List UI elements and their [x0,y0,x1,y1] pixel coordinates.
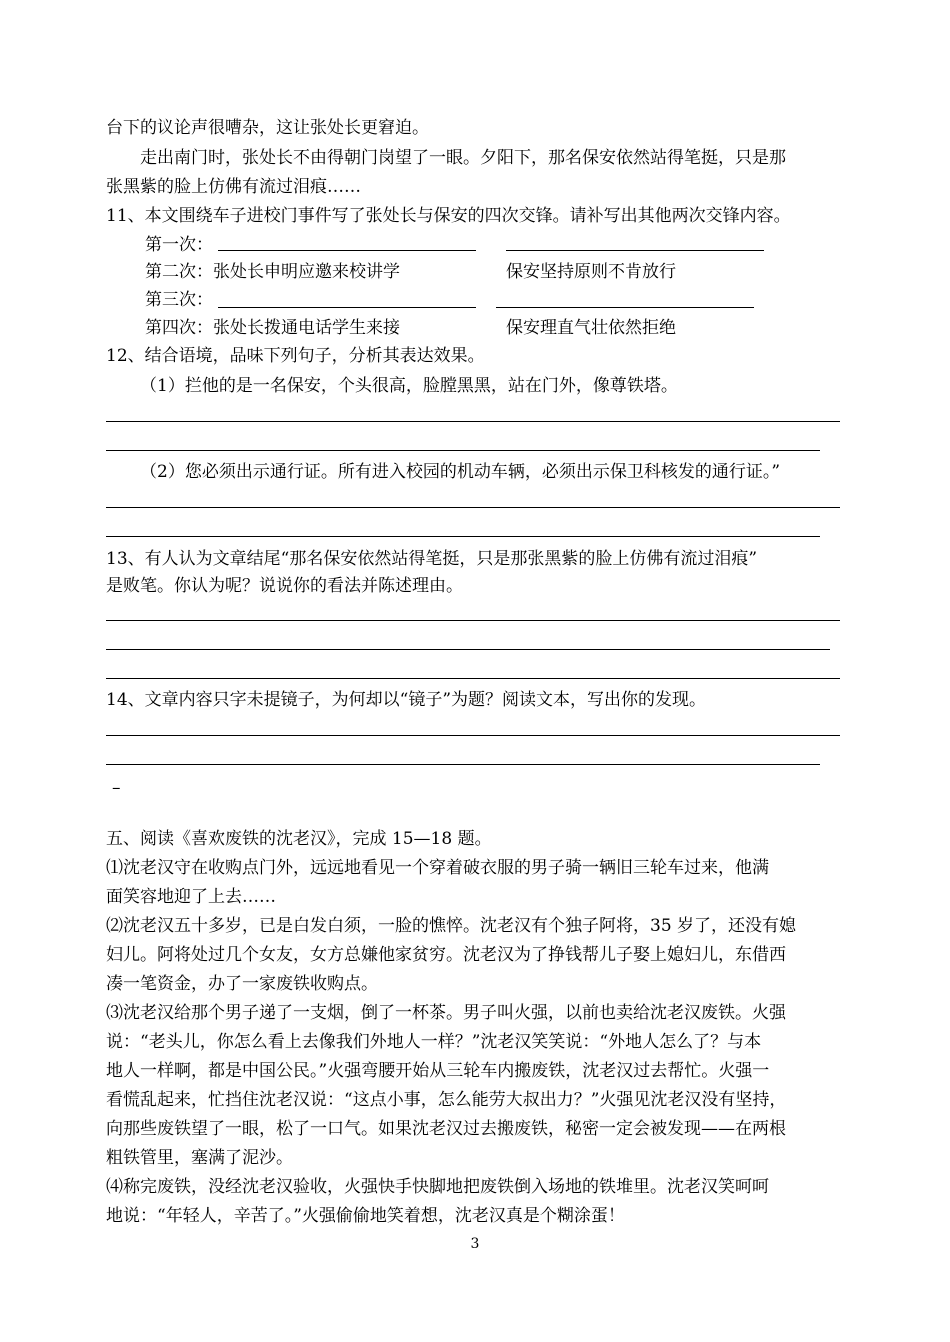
answer-blank[interactable] [218,307,476,308]
paragraph-1: ⑴沈老汉守在收购点门外，远远地看见一个穿着破衣服的男子骑一辆旧三轮车过来，他满 [106,858,769,878]
answer-line[interactable] [106,735,840,736]
row2-left: 第二次：张处长申明应邀来校讲学 [145,262,400,282]
paragraph-2: ⑵沈老汉五十多岁，已是白发白须，一脸的憔悴。沈老汉有个独子阿将，35 岁了，还没有媳 [106,916,797,936]
answer-blank[interactable] [506,250,764,251]
paragraph-2: 凑一笔资金，办了一家废铁收购点。 [106,974,378,994]
answer-line[interactable] [106,678,840,679]
dash-mark: – [112,778,121,798]
question-13: 是败笔。你认为呢？说说你的看法并陈述理由。 [106,576,463,596]
paragraph-1: 面笑容地迎了上去…… [106,887,276,907]
answer-line[interactable] [106,507,840,508]
question-12-1: （1）拦他的是一名保安，个头很高，脸膛黑黑，站在门外，像尊铁塔。 [140,376,678,396]
paragraph-3: 粗铁管里，塞满了泥沙。 [106,1148,293,1168]
answer-line[interactable] [106,764,820,765]
section-5-heading: 五、阅读《喜欢废铁的沈老汉》，完成 15—18 题。 [106,829,492,849]
paragraph-3: 地人一样啊，都是中国公民。”火强弯腰开始从三轮车内搬废铁，沈老汉过去帮忙。火强一 [106,1061,770,1081]
answer-line[interactable] [106,649,830,650]
text-line: 台下的议论声很嘈杂，这让张处长更窘迫。 [106,118,429,138]
question-14: 14、文章内容只字未提镜子，为何却以“镜子”为题？阅读文本，写出你的发现。 [106,690,707,710]
row4-right: 保安理直气壮依然拒绝 [506,318,676,338]
text-line: 张黑紫的脸上仿佛有流过泪痕…… [106,177,361,197]
question-11: 11、本文围绕车子进校门事件写了张处长与保安的四次交锋。请补写出其他两次交锋内容。 [106,206,791,226]
row1-label: 第一次： [145,235,213,255]
answer-blank[interactable] [496,307,754,308]
paragraph-4: 地说：“年轻人，辛苦了。”火强偷偷地笑着想，沈老汉真是个糊涂蛋！ [106,1206,625,1226]
answer-line[interactable] [106,536,820,537]
answer-line[interactable] [106,421,840,422]
paragraph-4: ⑷称完废铁，没经沈老汉验收，火强快手快脚地把废铁倒入场地的铁堆里。沈老汉笑呵呵 [106,1177,769,1197]
answer-line[interactable] [106,620,840,621]
answer-blank[interactable] [218,250,476,251]
paragraph-3: 说：“老头儿，你怎么看上去像我们外地人一样？”沈老汉笑笑说：“外地人怎么了？与本 [106,1032,762,1052]
paragraph-3: 向那些废铁望了一眼，松了一口气。如果沈老汉过去搬废铁，秘密一定会被发现——在两根 [106,1119,786,1139]
page-number: 3 [470,1236,480,1252]
paragraph-2: 妇儿。阿将处过几个女友，女方总嫌他家贫穷。沈老汉为了挣钱帮儿子娶上媳妇儿，东借西 [106,945,786,965]
paragraph-3: ⑶沈老汉给那个男子递了一支烟，倒了一杯茶。男子叫火强，以前也卖给沈老汉废铁。火强 [106,1003,786,1023]
row4-left: 第四次：张处长拨通电话学生来接 [145,318,400,338]
text-line: 走出南门时，张处长不由得朝门岗望了一眼。夕阳下，那名保安依然站得笔挺，只是那 [140,148,786,168]
question-13: 13、有人认为文章结尾“那名保安依然站得笔挺，只是那张黑紫的脸上仿佛有流过泪痕” [106,549,758,569]
row3-label: 第三次： [145,290,213,310]
question-12-2: （2）您必须出示通行证。所有进入校园的机动车辆，必须出示保卫科核发的通行证。” [140,462,781,482]
question-12: 12、结合语境，品味下列句子，分析其表达效果。 [106,346,485,366]
answer-line[interactable] [106,450,820,451]
paragraph-3: 看慌乱起来，忙挡住沈老汉说：“这点小事，怎么能劳大叔出力？”火强见沈老汉没有坚持， [106,1090,787,1110]
row2-right: 保安坚持原则不肯放行 [506,262,676,282]
